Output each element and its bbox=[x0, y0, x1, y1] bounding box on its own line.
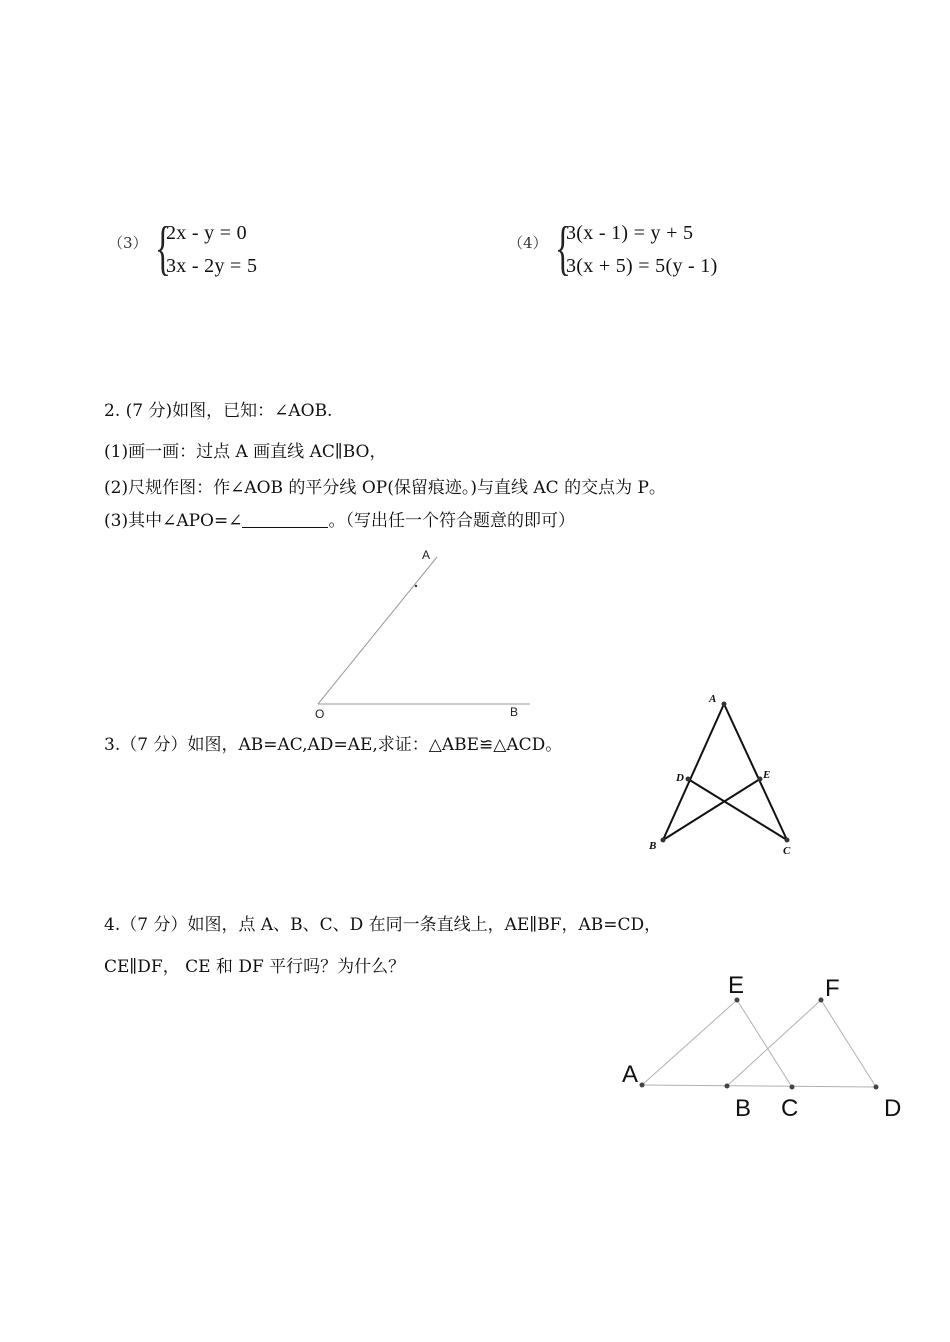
point-c bbox=[790, 1085, 795, 1090]
q2-title: 2. (7 分)如图，已知：∠AOB. bbox=[104, 401, 333, 421]
segment-ec bbox=[737, 1000, 792, 1087]
label-a: A bbox=[709, 693, 717, 705]
q4-line-1: 4.（7 分）如图，点 A、B、C、D 在同一条直线上，AE∥BF，AB=CD， bbox=[104, 915, 662, 935]
label-e: E bbox=[728, 972, 745, 999]
ray-oa bbox=[318, 557, 437, 704]
part4-equation-2: 3(x + 5) = 5(y - 1) bbox=[566, 255, 718, 277]
q2-line-3-suffix: 。（写出任一个符合题意的即可） bbox=[328, 511, 575, 531]
segment-ae bbox=[642, 1000, 737, 1085]
q4-line-2: CE∥DF， CE 和 DF 平行吗？为什么？ bbox=[104, 957, 406, 977]
point-a bbox=[722, 702, 727, 707]
q3-triangle-figure bbox=[648, 693, 791, 857]
q2-line-2: (2)尺规作图：作∠AOB 的平分线 OP(保留痕迹。)与直线 AC 的交点为 P。 bbox=[104, 478, 666, 498]
q4-triangles-figure bbox=[622, 972, 901, 1122]
part4-brace: { bbox=[555, 215, 571, 281]
q2-line-1: (1)画一画：过点 A 画直线 AC∥BO， bbox=[104, 442, 387, 462]
part4-equation-1: 3(x - 1) = y + 5 bbox=[566, 222, 694, 244]
point-d bbox=[686, 777, 691, 782]
label-c: C bbox=[783, 845, 791, 857]
label-d: D bbox=[676, 772, 684, 784]
label-b: B bbox=[649, 840, 657, 852]
part3-label: （3） bbox=[108, 234, 148, 252]
q3-title: 3.（7 分）如图，AB=AC,AD=AE,求证：△ABE≌△ACD。 bbox=[104, 735, 563, 755]
label-a: A bbox=[422, 548, 431, 562]
point-c bbox=[785, 838, 790, 843]
point-b bbox=[661, 838, 666, 843]
label-d: D bbox=[884, 1095, 902, 1122]
point-b bbox=[725, 1084, 730, 1089]
part3-brace: { bbox=[155, 215, 171, 281]
part4-label: （4） bbox=[508, 234, 548, 252]
line-ad bbox=[642, 1085, 876, 1087]
point-e bbox=[758, 777, 763, 782]
segment-bf bbox=[727, 1000, 821, 1086]
part3-equation-2: 3x - 2y = 5 bbox=[166, 255, 258, 277]
segment-fd bbox=[821, 1000, 876, 1087]
label-c: C bbox=[781, 1095, 799, 1122]
label-f: F bbox=[825, 975, 840, 1002]
point-a-dot bbox=[415, 585, 417, 587]
point-a bbox=[640, 1083, 645, 1088]
q2-angle-figure bbox=[315, 548, 530, 721]
label-o: O bbox=[315, 707, 325, 721]
point-d bbox=[874, 1085, 879, 1090]
label-b: B bbox=[735, 1095, 752, 1122]
label-e: E bbox=[763, 769, 771, 781]
part3-equation-1: 2x - y = 0 bbox=[166, 222, 247, 244]
q2-line-3-prefix: (3)其中∠APO=∠ bbox=[104, 511, 243, 531]
label-b: B bbox=[510, 705, 519, 719]
label-a: A bbox=[622, 1061, 639, 1088]
segment-ab bbox=[663, 704, 724, 840]
point-f bbox=[819, 998, 824, 1003]
